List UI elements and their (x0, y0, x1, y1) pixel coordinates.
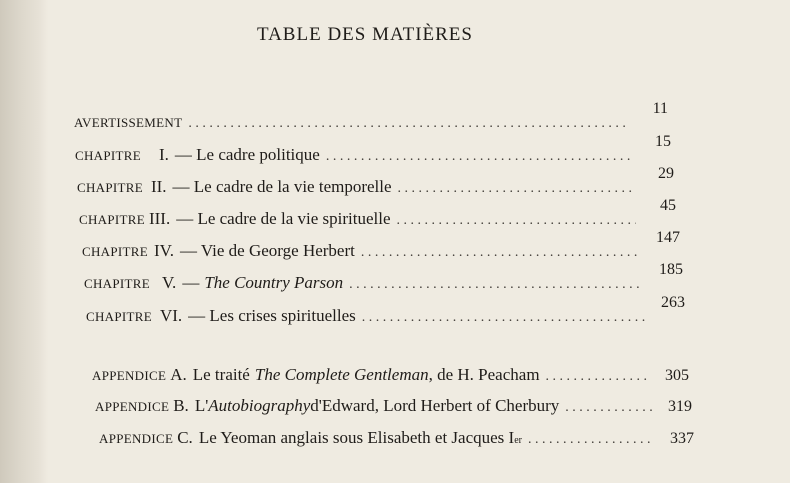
appendix-text-post: d'Edward, Lord Herbert of Cherbury (310, 396, 560, 415)
page-number: 337 (670, 430, 694, 447)
page-number: 319 (668, 398, 692, 415)
entry-label: CHAPITRE (86, 309, 152, 324)
appendix-italic-title: Autobiography (208, 396, 311, 415)
toc-entry-avertissement (74, 100, 668, 132)
chapter-numeral: IV. (153, 241, 174, 260)
appendix-text-pre: Le Yeoman anglais sous Elisabeth et Jacques I (198, 428, 515, 447)
chapter-numeral: V. (161, 273, 177, 292)
chapter-title: — Vie de George Herbert (179, 241, 355, 260)
toc-appendix-c (99, 428, 694, 448)
appendix-letter: B. (173, 396, 189, 415)
toc-entry-chapter-2 (77, 165, 674, 197)
entry-label: AVERTISSEMENT (74, 115, 183, 130)
chapter-numeral: III. (148, 209, 171, 228)
chapter-numeral: VI. (159, 306, 183, 325)
leader-dots (188, 116, 628, 132)
leader-dots (546, 369, 649, 385)
appendix-text-pre: Le traité (192, 365, 250, 384)
chapter-numeral: II. (150, 177, 167, 196)
appendix-label: APPENDICE (92, 368, 167, 383)
leader-dots (398, 181, 634, 197)
entry-label: CHAPITRE (84, 276, 150, 291)
toc-entry-chapter-1 (75, 133, 671, 165)
appendix-label: APPENDICE (95, 399, 170, 414)
leader-dots (326, 149, 631, 165)
page-number: 11 (652, 100, 668, 117)
toc-entry-chapter-6 (86, 294, 685, 326)
entry-label: CHAPITRE (82, 244, 148, 259)
chapter-numeral: I. (158, 145, 169, 164)
toc-entry-chapter-5 (84, 261, 683, 293)
page-number: 305 (665, 367, 689, 384)
entry-label: CHAPITRE (75, 148, 141, 163)
toc-entry-chapter-3 (79, 197, 676, 229)
chapter-title: The Country Parson (204, 273, 344, 292)
chapter-title: — Le cadre politique (174, 145, 320, 164)
leader-dots (362, 310, 645, 326)
chapter-title: — Les crises spirituelles (188, 306, 356, 325)
appendix-text-post: , de H. Peacham (428, 365, 540, 384)
appendix-letter: A. (170, 365, 187, 384)
page-number: 185 (659, 261, 683, 278)
toc-appendix-a (92, 365, 689, 385)
appendix-label: APPENDICE (99, 431, 174, 446)
appendix-italic-title: The Complete Gentleman (254, 365, 429, 384)
toc-entry-chapter-4 (82, 229, 680, 261)
leader-dots (565, 400, 652, 416)
page-number: 15 (655, 133, 671, 150)
leader-dots (397, 213, 637, 229)
leader-dots (349, 277, 643, 293)
leader-dots (361, 245, 640, 261)
chapter-dash: — (182, 273, 200, 292)
leader-dots (528, 432, 654, 448)
chapter-title: — Le cadre de la vie spirituelle (176, 209, 391, 228)
chapter-title: — Le cadre de la vie temporelle (172, 177, 392, 196)
toc-appendix-b (95, 396, 692, 416)
appendix-text-pre: L' (194, 396, 209, 415)
page-title: TABLE DES MATIÈRES (257, 24, 473, 45)
superscript-er: er (514, 435, 522, 446)
appendix-letter: C. (177, 428, 193, 447)
page-number: 29 (658, 165, 674, 182)
entry-label: CHAPITRE (77, 180, 143, 195)
page-number: 45 (660, 197, 676, 214)
entry-label: CHAPITRE (79, 212, 145, 227)
page-number: 147 (656, 229, 680, 246)
page-number: 263 (661, 294, 685, 311)
